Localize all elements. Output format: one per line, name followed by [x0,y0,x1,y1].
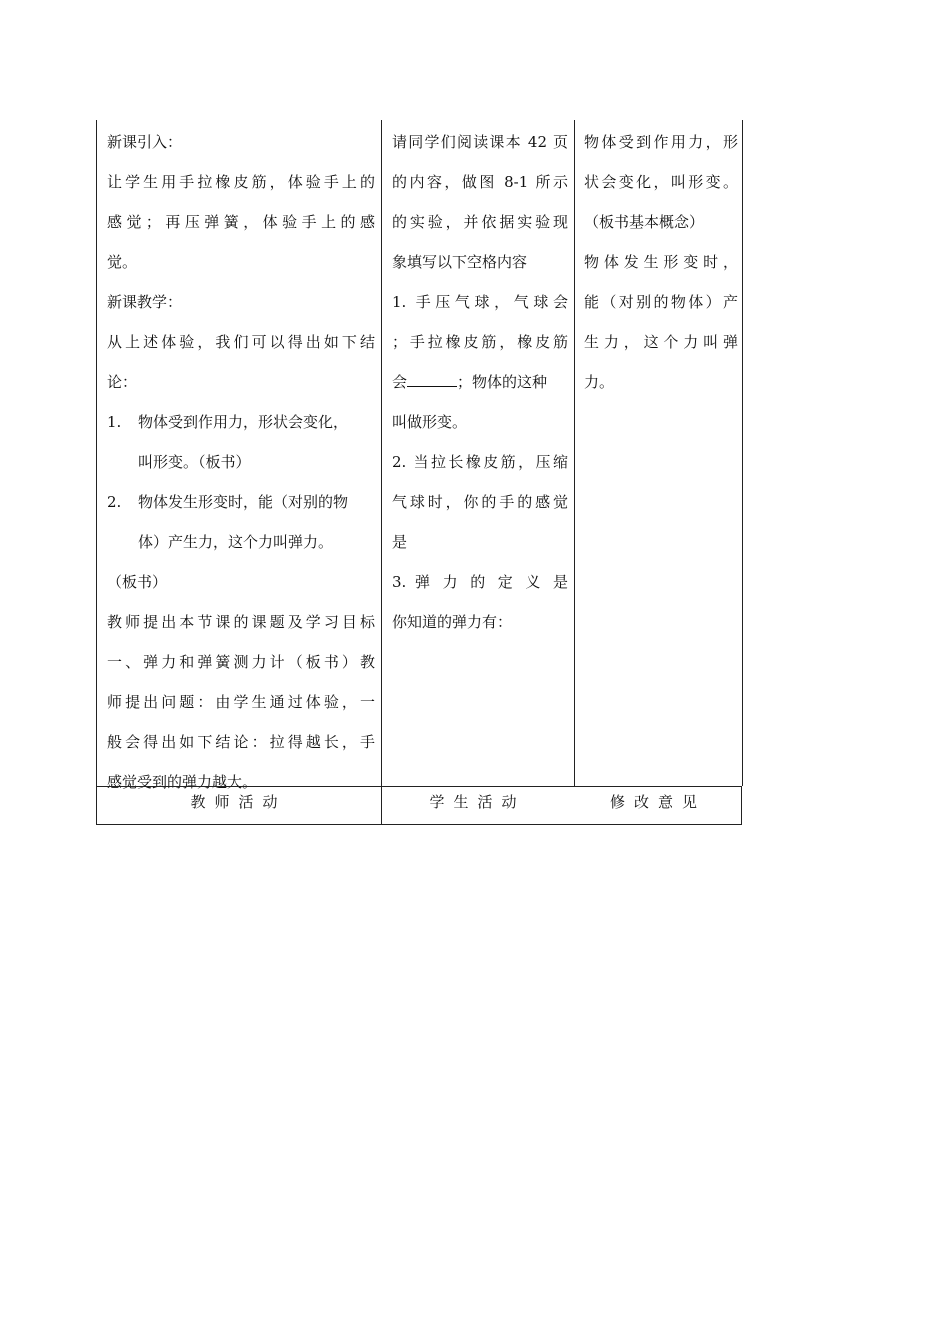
teacher-line: （板书） [107,573,168,591]
teacher-line: 新课引入： [107,133,183,151]
teacher-activity-text [107,122,375,802]
list-text: 物体发生形变时，能（对别的物 [138,493,349,511]
teacher-line: 感觉；再压弹簧，体验手上的感 [107,213,375,231]
student-activity-text [392,122,568,642]
teacher-line: 论： [107,373,138,391]
revise-line: 物体受到作用力，形 [584,133,738,151]
list-text: 物体受到作用力，形状会变化， [138,413,349,431]
revise-line: 力。 [584,373,615,391]
blank-suffix: ；物体的这种 [457,373,548,391]
revise-line: （板书基本概念） [584,213,705,231]
teacher-list-item-1-cont: 叫形变。（板书） [138,453,251,471]
student-blank-line [392,362,568,402]
student-line: 的实验，并依据实验现 [392,213,568,231]
student-line: 是 [392,533,408,551]
teacher-line: 师提出问题：由学生通过体验，一 [107,693,375,711]
teacher-line: 般会得出如下结论：拉得越长，手 [107,733,375,751]
student-line: 1. 手压气球，气球会 [392,293,568,311]
teacher-list-item-1 [107,402,375,442]
student-activity-label: 学生活动 [429,793,526,811]
revision-notes-text [584,122,738,402]
teacher-list-item-2-cont: 体）产生力，这个力叫弹力。 [138,533,334,551]
teacher-list-item-2 [107,482,375,522]
student-line: 3. 弹 力 的 定 义 是 [392,573,568,591]
table-footer-row [96,786,742,825]
blank-prefix: 会 [392,373,408,391]
teacher-line: 从上述体验，我们可以得出如下结 [107,333,375,351]
teacher-line: 教师提出本节课的课题及学习目标 [107,613,375,631]
revise-line: 状会变化，叫形变。 [584,173,738,191]
student-line: 象填写以下空格内容 [392,253,528,271]
student-activity-cell [381,120,574,825]
teacher-line: 觉。 [107,253,138,271]
student-line: 气球时，你的手的感觉 [392,493,568,511]
list-number: 2. [107,493,122,511]
revise-line: 生力，这个力叫弹 [584,333,738,351]
student-line: ；手拉橡皮筋，橡皮筋 [392,333,568,351]
list-number: 1. [107,413,122,431]
revise-line: 能（对别的物体）产 [584,293,738,311]
teacher-line: 让学生用手拉橡皮筋，体验手上的 [107,173,375,191]
student-line: 的内容，做图 8-1 所示 [392,173,568,191]
student-line: 请同学们阅读课本 42 页 [392,133,568,151]
teacher-activity-label: 教师活动 [190,793,287,811]
fill-in-blank [407,370,457,387]
student-line: 你知道的弹力有： [392,613,513,631]
student-line: 2. 当拉长橡皮筋，压缩 [392,453,568,471]
teacher-line: 一、弹力和弹簧测力计（板书）教 [107,653,375,671]
revision-notes-label: 修改意见 [609,793,706,811]
student-line: 叫做形变。 [392,413,468,431]
teacher-line: 新课教学： [107,293,183,311]
teacher-activity-cell [96,120,381,825]
revise-line: 物体发生形变时， [584,253,738,271]
teacher-line: 感觉受到的弹力越大。 [107,773,258,791]
revision-notes-cell [574,120,743,786]
